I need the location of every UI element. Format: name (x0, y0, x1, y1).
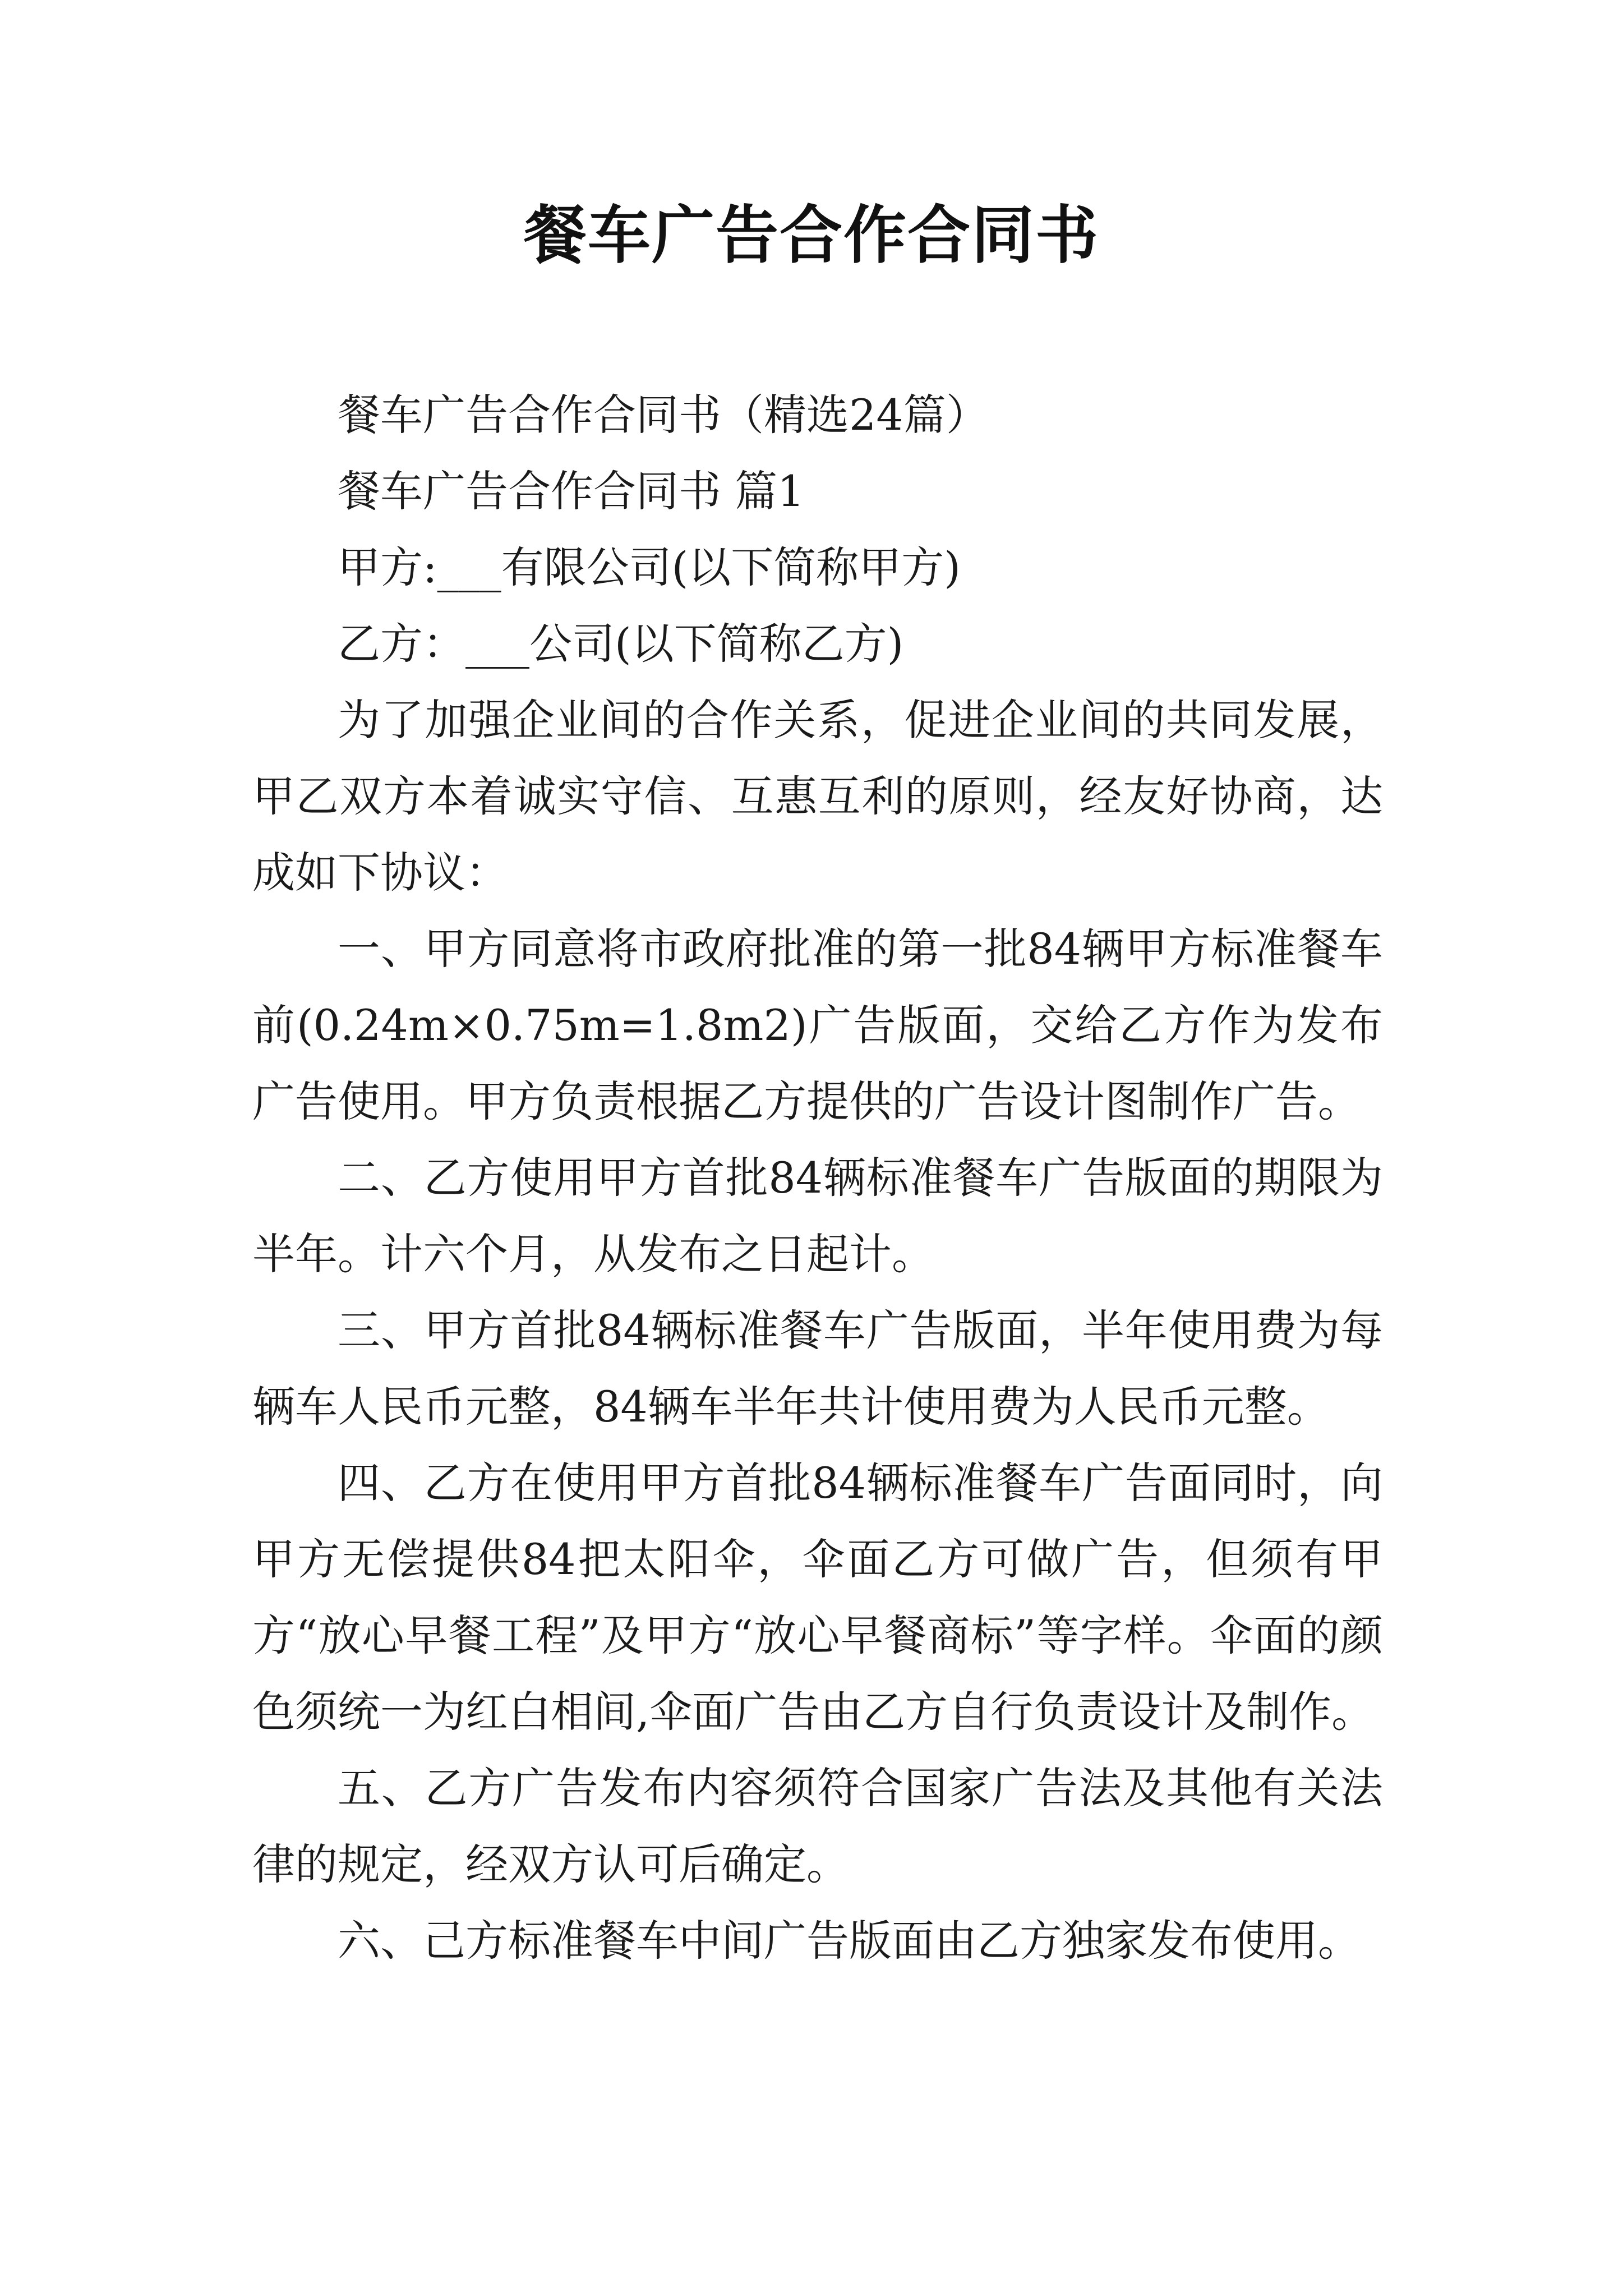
paragraph-party-a: 甲方:___有限公司(以下简称甲方) (338, 542, 961, 592)
document-body (252, 377, 1383, 1979)
paragraph-collection-title: 餐车广告合作合同书（精选24篇） (338, 390, 989, 440)
paragraph-clause-5: 五、乙方广告发布内容须符合国家广告法及其他有关法律的规定，经双方认可后确定。 (252, 1763, 1383, 1889)
paragraph-clause-1: 一、甲方同意将市政府批准的第一批84辆甲方标准餐车前(0.24m×0.75m=1.8m2)广告版面，交给乙方作为发布广告使用。甲方负责根据乙方提供的广告设计图制作广告。 (252, 924, 1383, 1126)
paragraph-clause-2: 二、乙方使用甲方首批84辆标准餐车广告版面的期限为半年。计六个月，从发布之日起计。 (252, 1153, 1383, 1279)
paragraph-clause-4: 四、乙方在使用甲方首批84辆标准餐车广告面同时，向甲方无偿提供84把太阳伞，伞面乙方可做广告，但须有甲方“放心早餐工程”及甲方“放心早餐商标”等字样。伞面的颜色须统一为红白相间,伞面广告由乙方自行负责设计及制作。 (252, 1458, 1383, 1737)
document-title: 餐车广告合作合同书 (524, 199, 1099, 272)
paragraph-chapter-heading: 餐车广告合作合同书 篇1 (338, 466, 805, 516)
paragraph-clause-3: 三、甲方首批84辆标准餐车广告版面，半年使用费为每辆车人民币元整，84辆车半年共计使用费为人民币元整。 (252, 1305, 1383, 1432)
paragraph-party-b: 乙方：___公司(以下简称乙方) (338, 619, 904, 669)
paragraph-clause-6: 六、己方标准餐车中间广告版面由乙方独家发布使用。 (338, 1916, 1361, 1966)
paragraph-preamble: 为了加强企业间的合作关系，促进企业间的共同发展，甲乙双方本着诚实守信、互惠互利的原则，经友好协商，达成如下协议： (252, 695, 1383, 898)
